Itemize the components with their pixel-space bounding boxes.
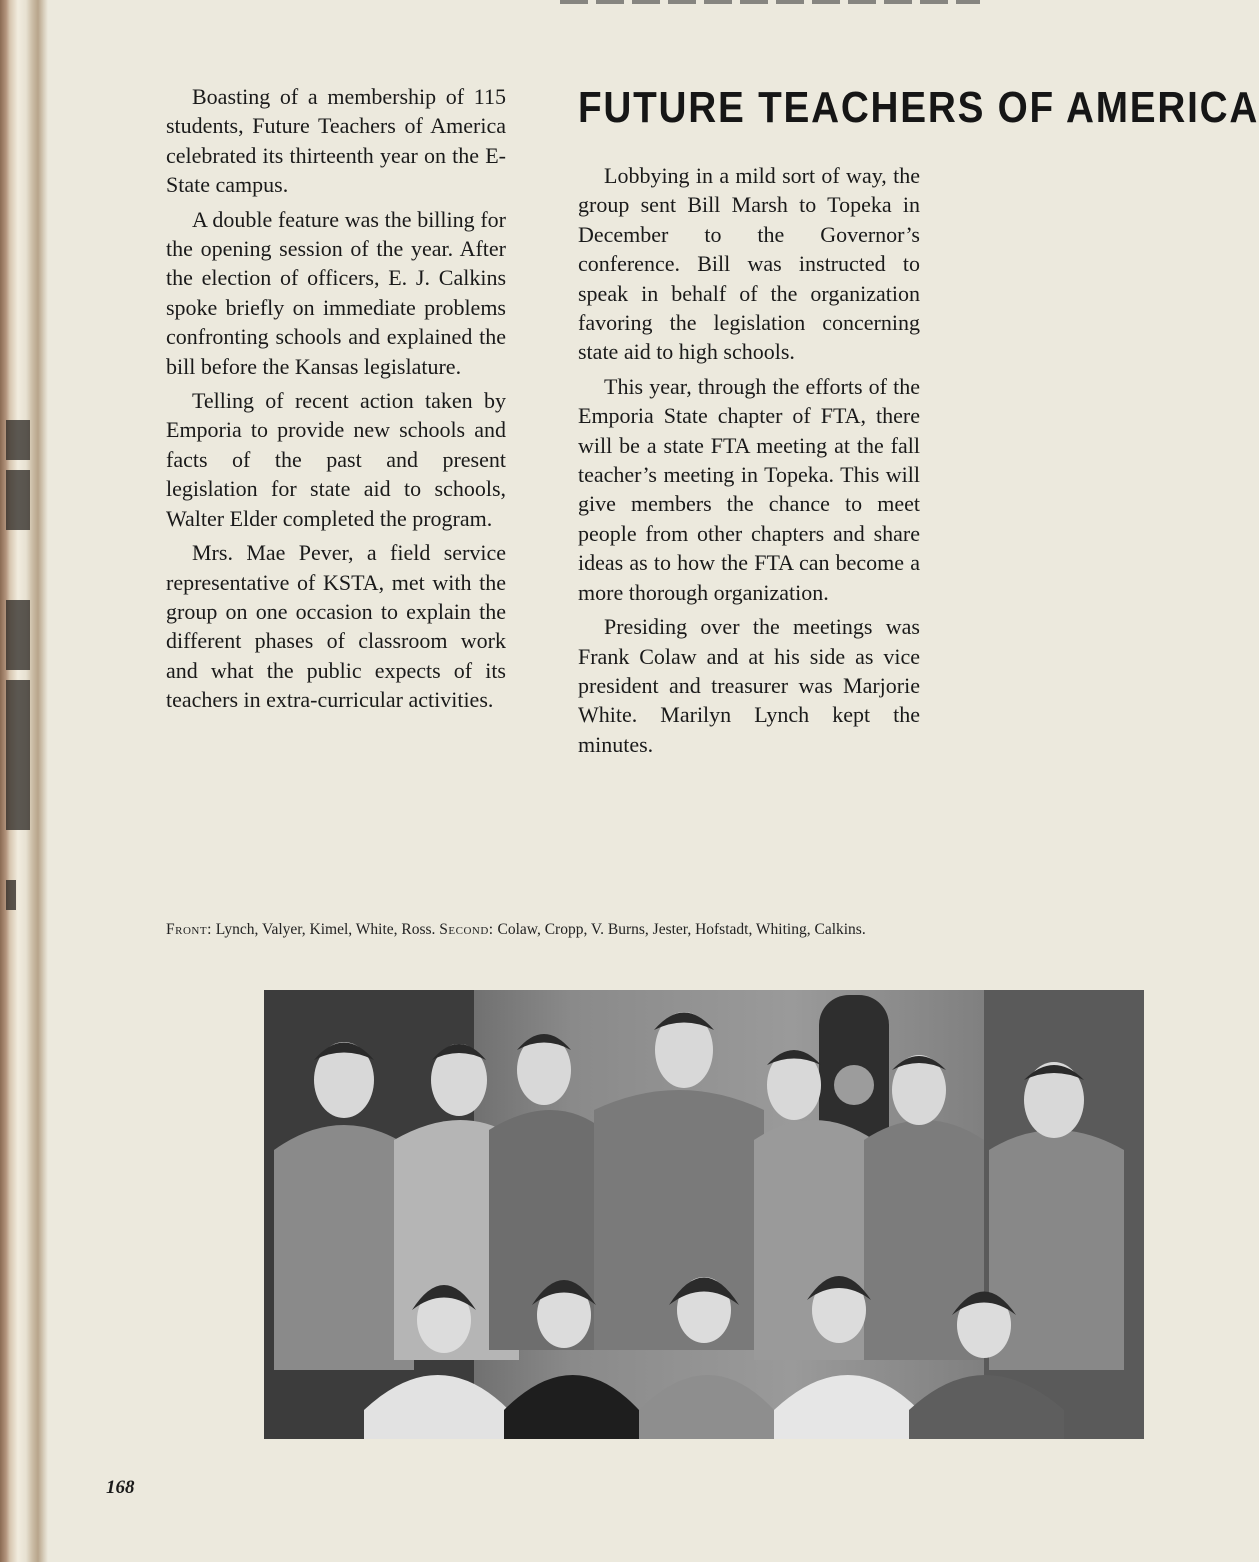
group-photo-illustration bbox=[264, 990, 1144, 1439]
paragraph: A double feature was the billing for the opening session of the year. After the election of officers, E. J. Calkins spoke briefly on immediate problems confronting schools and explained the bill before the Kansas legislature. bbox=[166, 206, 506, 379]
binding-mark bbox=[6, 470, 30, 530]
binding-mark bbox=[6, 600, 30, 670]
paragraph: Lobbying in a mild sort of way, the group sent Bill Marsh to Topeka in December to the Governor’s conference. Bill was instructed to speak in behalf of the organization favoring the legislation concerning state aid to high schools. bbox=[578, 163, 920, 365]
left-text-column bbox=[166, 82, 506, 720]
caption-front-label: Front: bbox=[166, 921, 212, 938]
binding-mark bbox=[6, 420, 30, 460]
page-title: FUTURE TEACHERS OF AMERICA bbox=[578, 83, 1259, 132]
top-edge-mark bbox=[560, 0, 980, 4]
caption-second-names: Colaw, Cropp, V. Burns, Jester, Hofstadt, Whiting, Calkins. bbox=[497, 921, 866, 938]
book-binding-edge bbox=[0, 0, 48, 1562]
binding-mark bbox=[6, 880, 16, 910]
paragraph: Presiding over the meetings was Frank Colaw and at his side as vice president and treasurer was Marjorie White. Marilyn Lynch kept the minutes. bbox=[578, 614, 920, 757]
paragraph: This year, through the efforts of the Emporia State chapter of FTA, there will be a state FTA meeting at the fall teacher’s meeting in Topeka. This will give members the chance to meet people from other chapters and share ideas as to how the FTA can become a more thorough organization. bbox=[578, 373, 920, 605]
page-number: 168 bbox=[106, 1477, 135, 1498]
caption-front-names: Lynch, Valyer, Kimel, White, Ross. bbox=[215, 921, 436, 938]
photo-caption bbox=[166, 920, 922, 940]
binding-mark bbox=[6, 680, 30, 830]
right-text-column bbox=[578, 161, 920, 764]
group-photo bbox=[264, 990, 1144, 1439]
paragraph: Telling of recent action taken by Emporia to provide new schools and facts of the past and present legislation for state aid to schools, Walter Elder completed the program. bbox=[166, 388, 506, 531]
paragraph: Mrs. Mae Pever, a field service representative of KSTA, met with the group on one occasion to explain the different phases of classroom work and what the public expects of its teachers in extra-curricular activities. bbox=[166, 540, 506, 713]
paragraph: Boasting of a membership of 115 students, Future Teachers of America celebrated its thirteenth year on the E-State campus. bbox=[166, 84, 506, 198]
caption-second-label: Second: bbox=[439, 921, 494, 938]
